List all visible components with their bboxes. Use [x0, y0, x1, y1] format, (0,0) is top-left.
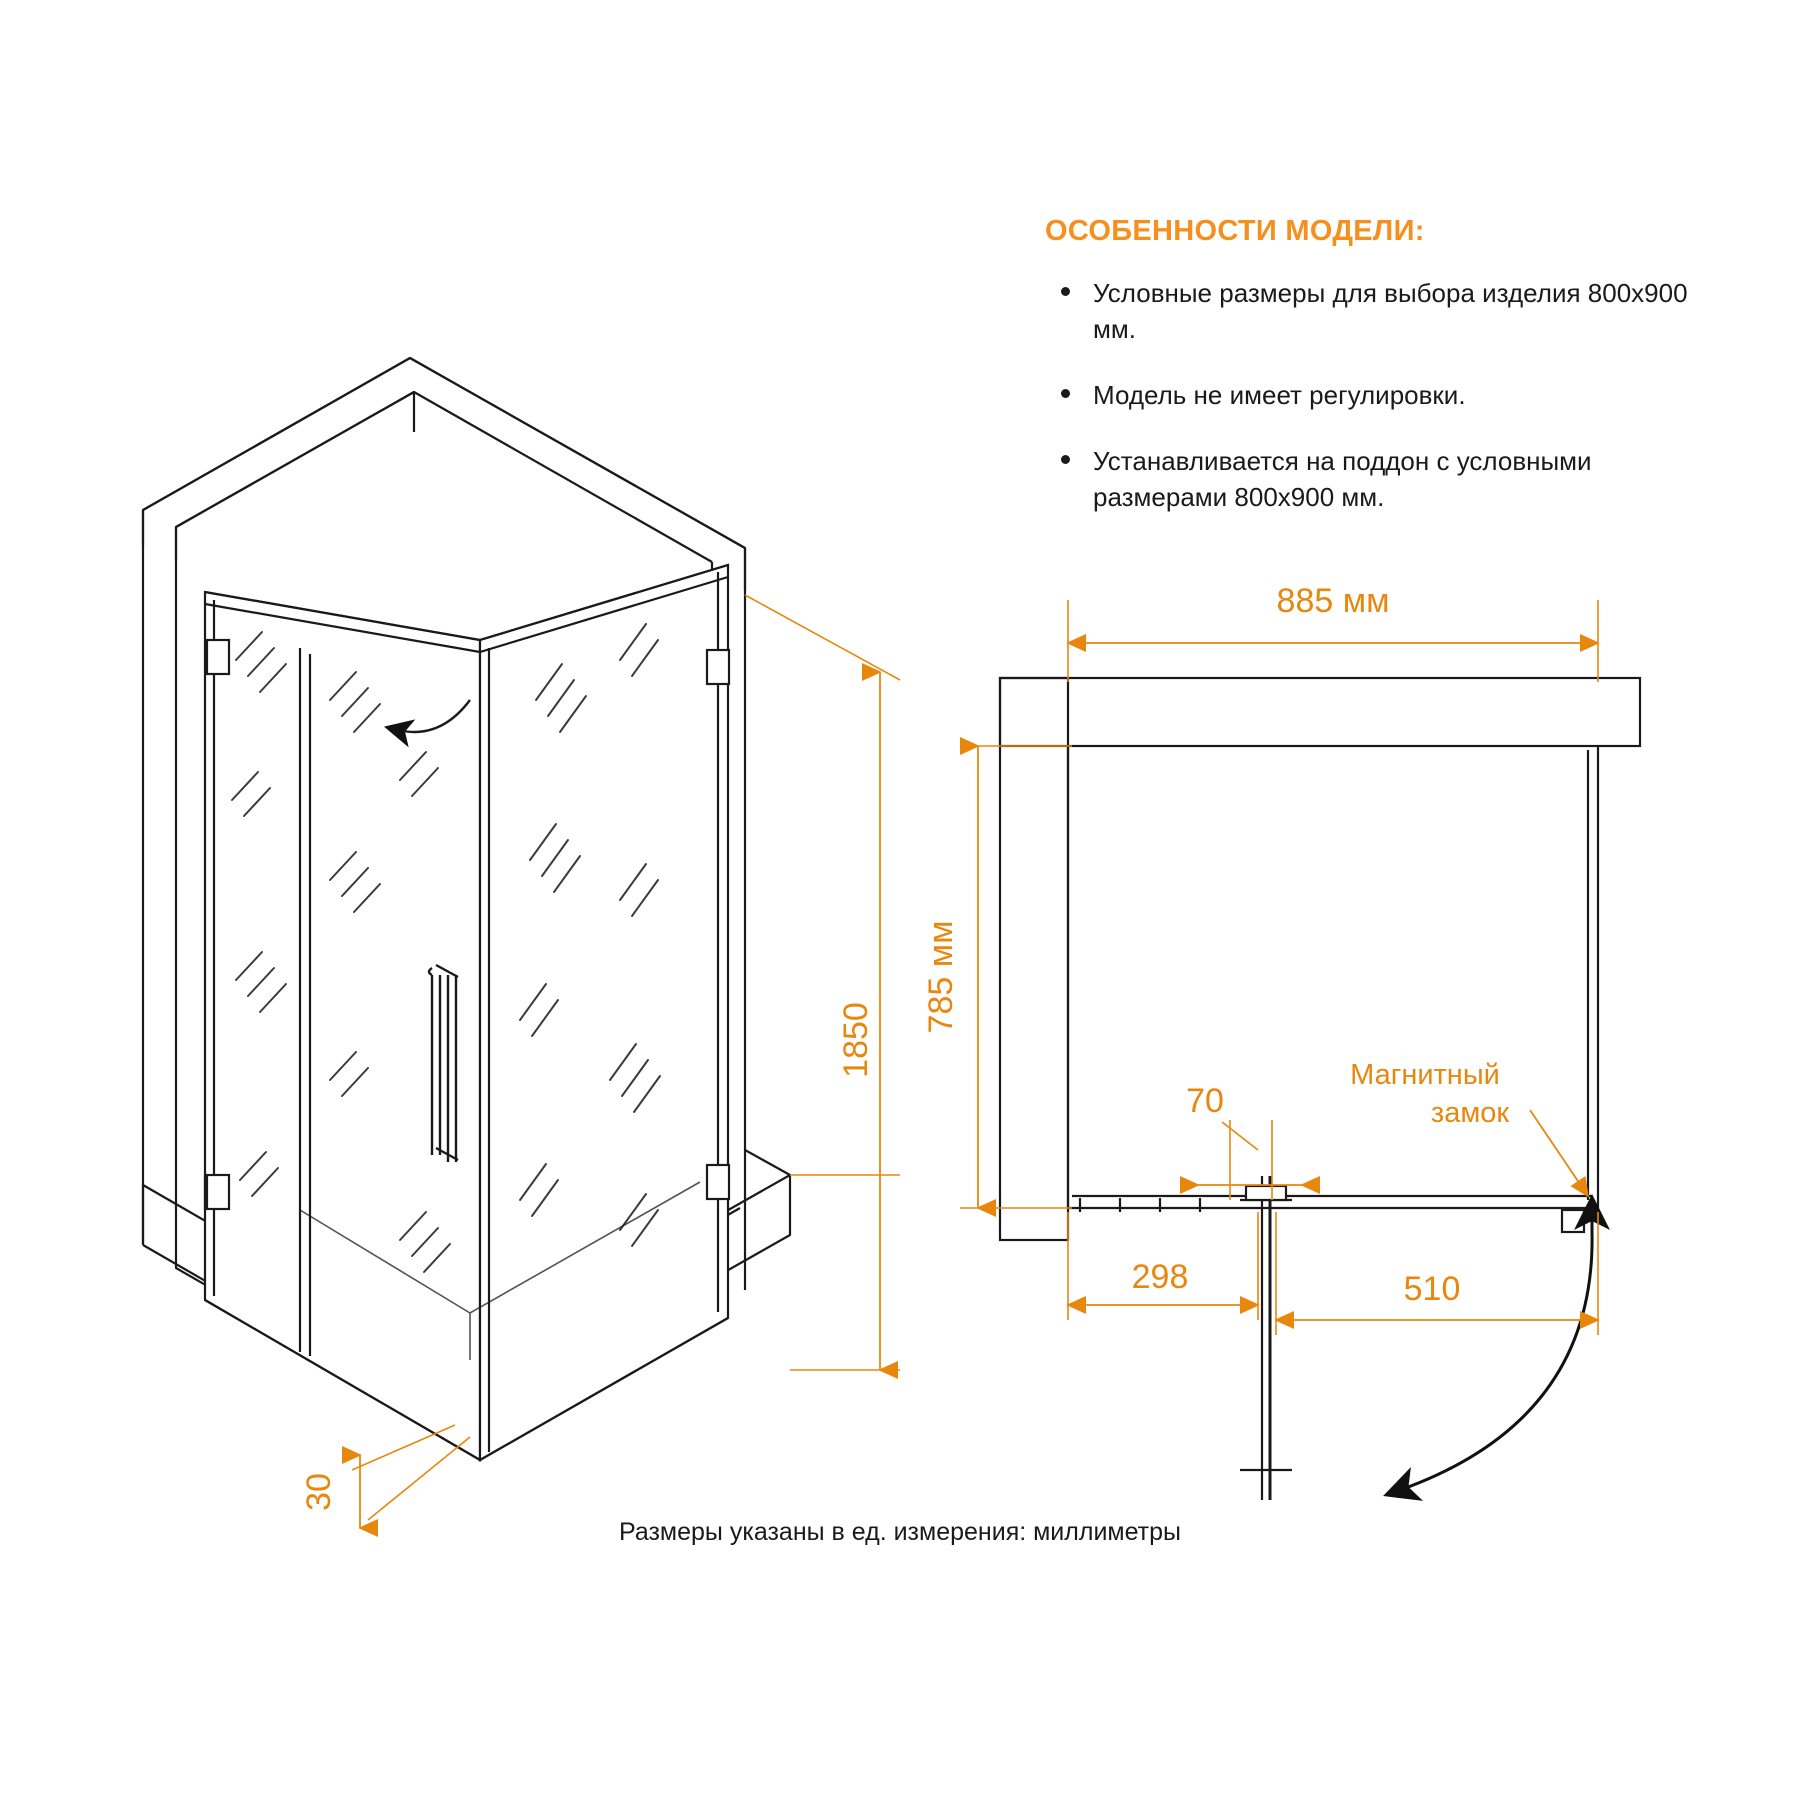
dimension-885 — [1068, 582, 1598, 682]
feature-text: Условные размеры для выбора изделия 800x900 мм. — [1093, 278, 1688, 344]
units-footnote-text: Размеры указаны в ед. измерения: миллиметры — [619, 1518, 1181, 1546]
dimension-785 — [922, 746, 1072, 1208]
feature-item — [1045, 276, 1705, 348]
glass-panels — [205, 565, 729, 1460]
dimension-510-label: 510 — [1403, 1270, 1461, 1308]
bullet-icon — [1061, 455, 1070, 464]
plan-view — [1000, 678, 1640, 1500]
dimension-298-label: 298 — [1131, 1258, 1189, 1296]
feature-item — [1045, 444, 1705, 516]
plan-door-swing-arc — [1400, 1212, 1592, 1490]
dimension-510 — [1276, 1212, 1598, 1335]
magnetic-lock-label-line1: Магнитный — [1350, 1059, 1500, 1091]
dimension-1850 — [745, 595, 900, 1370]
annotation-magnetic-lock — [1350, 1059, 1588, 1196]
dimension-785-label: 785 мм — [922, 920, 960, 1034]
dimension-298 — [1068, 1212, 1258, 1320]
dimension-1850-label: 1850 — [837, 1002, 875, 1078]
dimension-885-label: 885 мм — [1276, 582, 1390, 620]
features-panel — [1045, 215, 1705, 545]
dimension-30-label: 30 — [300, 1473, 338, 1511]
magnetic-lock-label-line2: замок — [1430, 1097, 1510, 1129]
units-footnote — [0, 1518, 1800, 1547]
dimension-70-label: 70 — [1186, 1082, 1224, 1120]
dimension-70 — [1186, 1082, 1302, 1200]
feature-text: Модель не имеет регулировки. — [1093, 379, 1466, 410]
features-title: ОСОБЕННОСТИ МОДЕЛИ: — [1045, 215, 1425, 247]
bullet-icon — [1061, 287, 1070, 296]
feature-text: Устанавливается на поддон с условными размерами 800x900 мм. — [1093, 445, 1592, 512]
feature-item — [1045, 378, 1705, 414]
features-list — [1045, 276, 1705, 515]
bullet-icon — [1061, 389, 1070, 398]
